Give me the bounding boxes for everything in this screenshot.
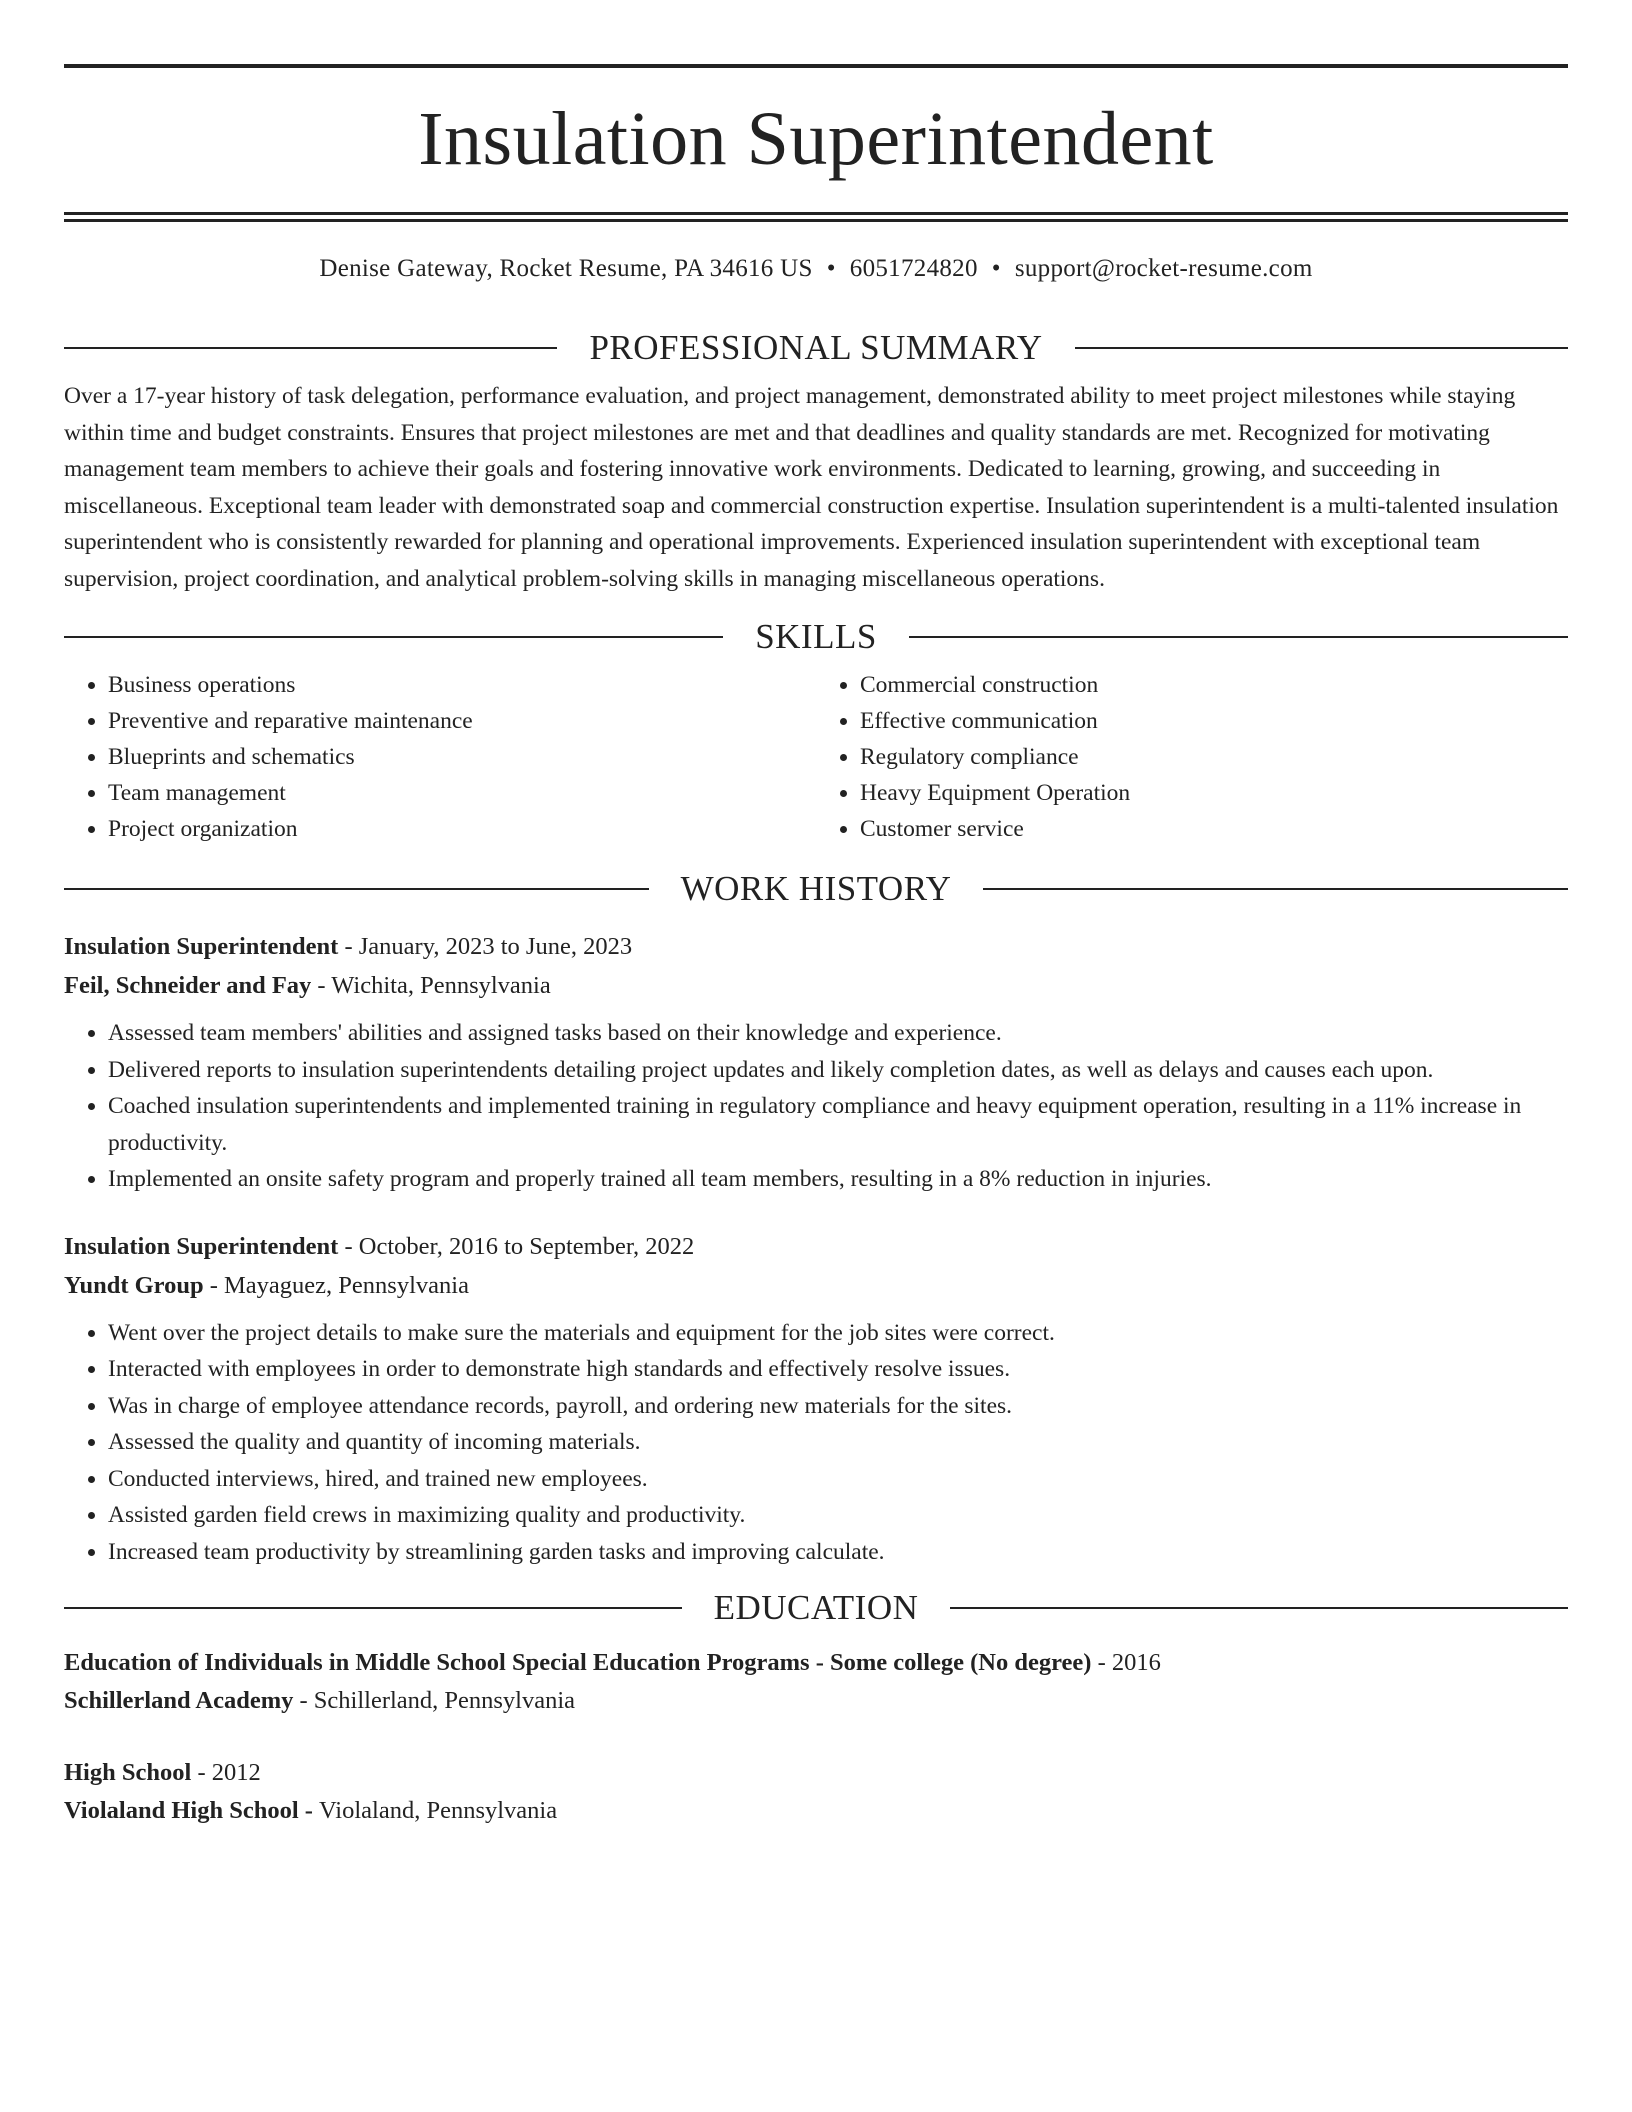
job-entry [64, 927, 1568, 1198]
job-dates: - October, 2016 to September, 2022 [338, 1232, 695, 1260]
contact-phone: 6051724820 [849, 255, 978, 282]
job-bullets [64, 1015, 1568, 1198]
education-degree-line [64, 1644, 1568, 1682]
heading-rule [1075, 347, 1568, 349]
job-bullet: • Increased team productivity by streamlining garden tasks and improving calculate. [108, 1534, 1568, 1571]
skills-list-right [816, 667, 1568, 847]
job-org-line [64, 1266, 1568, 1305]
job-entry [64, 1227, 1568, 1571]
job-title-line [64, 927, 1568, 966]
heading-rule [64, 1607, 682, 1609]
education-school-line [64, 1682, 1568, 1720]
job-bullet: • Was in charge of employee attendance records, payroll, and ordering new materials for the sites. [108, 1388, 1568, 1425]
job-bullet: • Implemented an onsite safety program and properly trained all team members, resulting in a 8% reduction in injuries. [108, 1161, 1568, 1198]
education-degree: High School [64, 1759, 192, 1786]
education-year: - 2012 [191, 1759, 261, 1786]
job-location: - Mayaguez, Pennsylvania [203, 1271, 469, 1299]
heading-rule [909, 636, 1568, 638]
education-school: Schillerland Academy [64, 1687, 294, 1714]
skill-item: • Heavy Equipment Operation [860, 775, 1568, 811]
summary-heading-label: PROFESSIONAL SUMMARY [589, 328, 1043, 367]
skill-item: • Project organization [108, 811, 816, 847]
heading-rule [64, 347, 557, 349]
skill-item: • Effective communication [860, 703, 1568, 739]
education-location: Violaland, Pennsylvania [319, 1797, 558, 1824]
summary-heading [64, 326, 1568, 370]
education-school: Violaland High School - [64, 1797, 320, 1824]
summary-text: Over a 17-year history of task delegation, performance evaluation, and project management, demonstrated ability to meet project milestones while staying within time and budget constraints. Ensures that project milestones are met and that deadlines and quality standards are met. Recognized for motivating management team members to achieve their goals and fostering innovative work environments. Dedicated to learning, growing, and succeeding in miscellaneous. Exceptional team leader with demonstrated soap and commercial construction expertise. Insulation superintendent is a multi-talented insulation superintendent who is consistently rewarded for planning and operational improvements. Experienced insulation superintendent with exceptional team supervision, project coordination, and analytical problem-solving skills in managing miscellaneous operations. [64, 383, 1559, 592]
job-bullet: • Conducted interviews, hired, and trained new employees. [108, 1461, 1568, 1498]
skill-item: • Blueprints and schematics [108, 739, 816, 775]
skill-item: • Business operations [108, 667, 816, 703]
education-school-line [64, 1792, 1568, 1830]
skill-item: • Commercial construction [860, 667, 1568, 703]
job-bullet: • Assessed team members' abilities and assigned tasks based on their knowledge and experience. [108, 1015, 1568, 1052]
education-year: - 2016 [1091, 1649, 1161, 1676]
contact-separator: • [991, 255, 1001, 282]
heading-rule [983, 888, 1568, 890]
education-entry [64, 1754, 1568, 1830]
job-location: - Wichita, Pennsylvania [311, 972, 551, 999]
contact-email: support@rocket-resume.com [1014, 255, 1313, 282]
job-company: Yundt Group [64, 1271, 204, 1299]
education-degree: Education of Individuals in Middle School Special Education Programs - Some college (No degree) [64, 1649, 1092, 1676]
skills-heading [64, 615, 1568, 659]
job-bullet: • Coached insulation superintendents and implemented training in regulatory compliance and heavy equipment operation, resulting in a 11% increase in productivity. [108, 1088, 1568, 1161]
skills-columns [64, 667, 1568, 847]
skill-item: • Regulatory compliance [860, 739, 1568, 775]
skill-item: • Preventive and reparative maintenance [108, 703, 816, 739]
job-bullets [64, 1315, 1568, 1571]
education-location: - Schillerland, Pennsylvania [293, 1687, 576, 1714]
education-heading [64, 1586, 1568, 1630]
job-bullet: • Interacted with employees in order to demonstrate high standards and effectively resolve issues. [108, 1351, 1568, 1388]
resume-page [64, 64, 1568, 1830]
job-bullet: • Delivered reports to insulation superintendents detailing project updates and likely completion dates, as well as delays and causes each upon. [108, 1052, 1568, 1089]
skills-heading-label: SKILLS [755, 617, 877, 656]
contact-line [64, 252, 1568, 286]
contact-separator: • [826, 255, 836, 282]
work-heading [64, 867, 1568, 911]
skills-list-left [64, 667, 816, 847]
education-entry [64, 1644, 1568, 1720]
work-heading-label: WORK HISTORY [680, 869, 952, 908]
resume-title: Insulation Superintendent [418, 97, 1214, 181]
skill-item: • Team management [108, 775, 816, 811]
education-degree-line [64, 1754, 1568, 1792]
heading-rule [64, 636, 723, 638]
job-bullet: • Assisted garden field crews in maximizing quality and productivity. [108, 1497, 1568, 1534]
job-dates: - January, 2023 to June, 2023 [338, 933, 633, 960]
skill-item: • Customer service [860, 811, 1568, 847]
heading-rule [64, 888, 649, 890]
job-org-line [64, 966, 1568, 1005]
top-rule [64, 64, 1568, 68]
job-bullet: • Went over the project details to make sure the materials and equipment for the job sites were correct. [108, 1315, 1568, 1352]
job-title: Insulation Superintendent [64, 933, 339, 960]
heading-rule [950, 1607, 1568, 1609]
job-bullet: • Assessed the quality and quantity of incoming materials. [108, 1424, 1568, 1461]
job-title-line [64, 1227, 1568, 1266]
education-heading-label: EDUCATION [713, 1588, 919, 1627]
job-company: Feil, Schneider and Fay [64, 972, 312, 999]
contact-address: Denise Gateway, Rocket Resume, PA 34616 US [319, 255, 813, 282]
job-title: Insulation Superintendent [64, 1232, 339, 1260]
title-double-rule [64, 212, 1568, 222]
